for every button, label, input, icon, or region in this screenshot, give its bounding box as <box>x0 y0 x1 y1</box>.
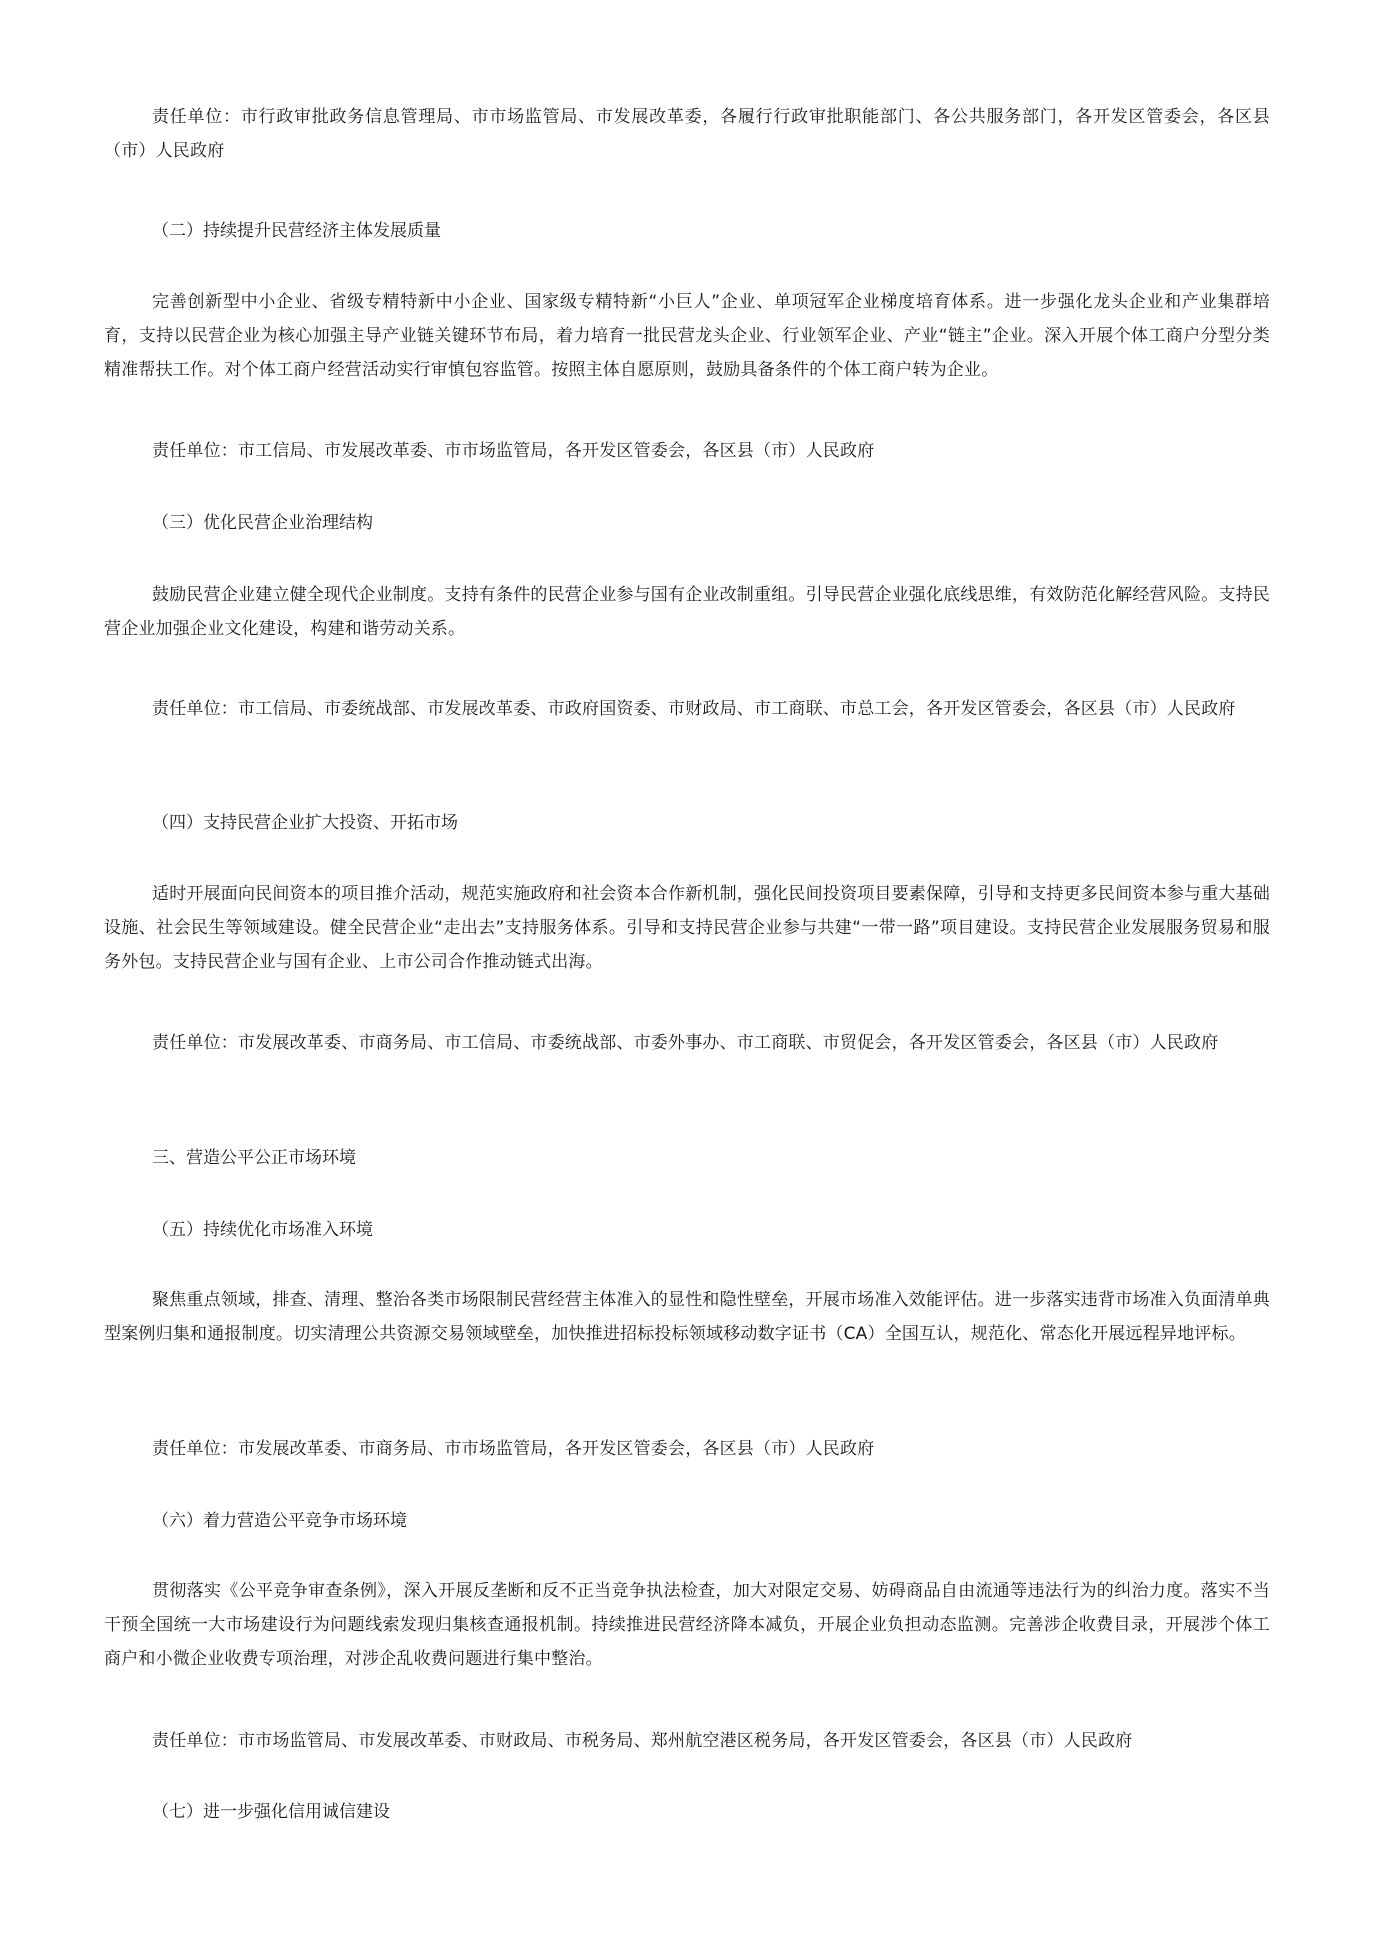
body-paragraph: 贯彻落实《公平竞争审查条例》，深入开展反垄断和反不正当竞争执法检查，加大对限定交易、妨碍商品自由流通等违法行为的纠治力度。落实不当干预全国统一大市场建设行为问题线索发现归集核查通报机制。持续推进民营经济降本减负，开展企业负担动态监测。完善涉企收费目录，开展涉个体工商户和小微企业收费专项治理，对涉企乱收费问题进行集中整治。 <box>104 1581 1270 1669</box>
section-heading-3: （三）优化民营企业治理结构 <box>152 513 373 533</box>
responsibility-units-paragraph: 责任单位：市市场监管局、市发展改革委、市财政局、市税务局、郑州航空港区税务局，各开发区管委会，各区县（市）人民政府 <box>152 1731 1133 1751</box>
body-paragraph: 聚焦重点领域，排查、清理、整治各类市场限制民营经营主体准入的显性和隐性壁垒，开展市场准入效能评估。进一步落实违背市场准入负面清单典型案例归集和通报制度。切实清理公共资源交易领域壁垒，加快推进招标投标领域移动数字证书（CA）全国互认，规范化、常态化开展远程异地评标。 <box>104 1290 1270 1344</box>
responsibility-units-paragraph: 责任单位：市工信局、市发展改革委、市市场监管局，各开发区管委会，各区县（市）人民政府 <box>152 441 875 461</box>
responsibility-units-paragraph: 责任单位：市发展改革委、市商务局、市市场监管局，各开发区管委会，各区县（市）人民政府 <box>152 1439 875 1459</box>
responsibility-units-paragraph: 责任单位：市行政审批政务信息管理局、市市场监管局、市发展改革委，各履行行政审批职能部门、各公共服务部门，各开发区管委会，各区县（市）人民政府 <box>104 107 1270 161</box>
section-heading-2: （二）持续提升民营经济主体发展质量 <box>152 221 441 241</box>
chapter-heading-3: 三、营造公平公正市场环境 <box>152 1148 356 1168</box>
body-paragraph: 完善创新型中小企业、省级专精特新中小企业、国家级专精特新“小巨人”企业、单项冠军企业梯度培育体系。进一步强化龙头企业和产业集群培育，支持以民营企业为核心加强主导产业链关键环节布局，着力培育一批民营龙头企业、行业领军企业、产业“链主”企业。深入开展个体工商户分型分类精准帮扶工作。对个体工商户经营活动实行审慎包容监管。按照主体自愿原则，鼓励具备条件的个体工商户转为企业。 <box>104 292 1270 380</box>
body-paragraph: 鼓励民营企业建立健全现代企业制度。支持有条件的民营企业参与国有企业改制重组。引导民营企业强化底线思维，有效防范化解经营风险。支持民营企业加强企业文化建设，构建和谐劳动关系。 <box>104 585 1270 639</box>
section-heading-4: （四）支持民营企业扩大投资、开拓市场 <box>152 813 458 833</box>
responsibility-units-paragraph: 责任单位：市发展改革委、市商务局、市工信局、市委统战部、市委外事办、市工商联、市贸促会，各开发区管委会，各区县（市）人民政府 <box>152 1033 1219 1053</box>
section-heading-6: （六）着力营造公平竞争市场环境 <box>152 1511 407 1531</box>
body-paragraph: 适时开展面向民间资本的项目推介活动，规范实施政府和社会资本合作新机制，强化民间投资项目要素保障，引导和支持更多民间资本参与重大基础设施、社会民生等领域建设。健全民营企业“走出去”支持服务体系。引导和支持民营企业参与共建“一带一路”项目建设。支持民营企业发展服务贸易和服务外包。支持民营企业与国有企业、上市公司合作推动链式出海。 <box>104 884 1270 972</box>
section-heading-7: （七）进一步强化信用诚信建设 <box>152 1802 390 1822</box>
responsibility-units-paragraph: 责任单位：市工信局、市委统战部、市发展改革委、市政府国资委、市财政局、市工商联、市总工会，各开发区管委会，各区县（市）人民政府 <box>152 699 1236 719</box>
section-heading-5: （五）持续优化市场准入环境 <box>152 1220 373 1240</box>
